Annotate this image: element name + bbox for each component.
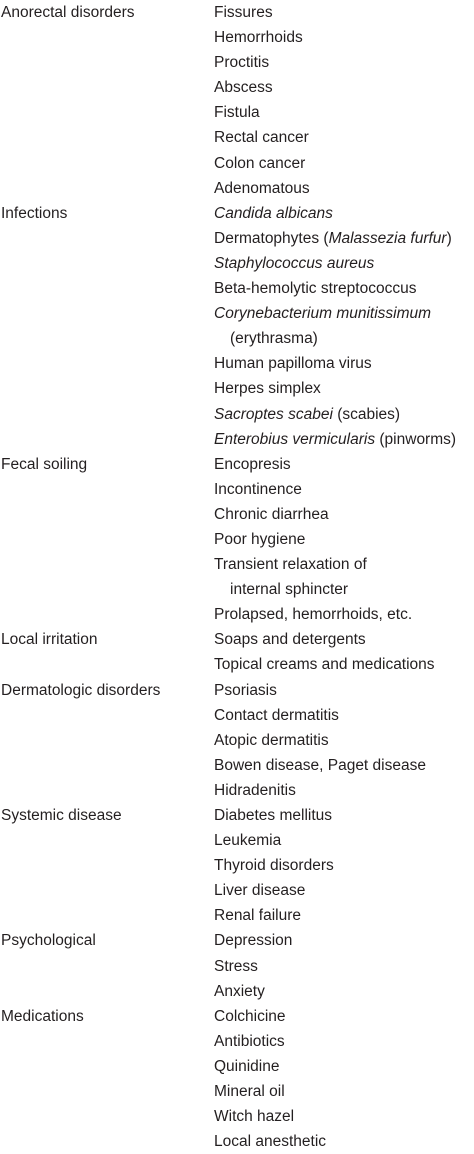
cause-list — [214, 627, 474, 677]
item-text: Diabetes mellitus — [214, 807, 333, 824]
category-label: Psychological — [1, 932, 96, 950]
list-item — [214, 1004, 474, 1029]
category-label: Local irritation — [1, 631, 98, 649]
list-item — [214, 50, 474, 75]
list-item — [214, 828, 474, 853]
category-group — [0, 627, 474, 677]
item-text: Psoriasis — [214, 681, 277, 699]
list-item — [214, 678, 474, 703]
item-text: (scabies) — [332, 405, 401, 423]
category-group — [0, 678, 474, 803]
cause-list — [214, 678, 474, 803]
item-text: Bowen disease, Paget disease — [214, 756, 426, 774]
list-item — [214, 201, 474, 226]
list-item — [214, 652, 474, 677]
category-group — [0, 452, 474, 628]
cause-list — [214, 1004, 474, 1154]
list-item — [214, 527, 474, 552]
cause-list — [214, 0, 474, 201]
item-text: Proctitis — [214, 54, 270, 72]
item-text: Local anesthetic — [214, 1133, 327, 1151]
category-label: Fecal soiling — [1, 455, 88, 473]
item-text: Witch hazel — [214, 1108, 295, 1126]
organism-name: Enterobius vermicularis — [214, 430, 376, 448]
list-item — [214, 803, 474, 828]
category-label: Medications — [1, 1007, 84, 1025]
list-item — [214, 954, 474, 979]
list-item — [214, 1104, 474, 1129]
list-item — [214, 427, 474, 452]
list-item — [214, 602, 474, 627]
item-text: ) — [446, 229, 452, 247]
organism-name: Candida albicans — [214, 204, 333, 222]
item-text: Liver disease — [214, 882, 306, 900]
cause-list — [214, 452, 474, 628]
organism-name: Malassezia furfur — [328, 229, 447, 247]
item-text: Herpes simplex — [214, 380, 321, 398]
list-item — [214, 1029, 474, 1054]
list-item — [214, 151, 474, 176]
item-text: Transient relaxation of — [214, 556, 367, 574]
list-item — [214, 502, 474, 527]
list-item — [214, 25, 474, 50]
category-label: Systemic disease — [1, 807, 122, 824]
item-text: Abscess — [214, 79, 273, 97]
item-text: Leukemia — [214, 832, 282, 850]
cause-list — [214, 201, 474, 452]
list-item — [214, 853, 474, 878]
category-group — [0, 201, 474, 452]
item-text: Human papilloma virus — [214, 355, 372, 373]
list-item — [214, 477, 474, 502]
list-item — [214, 376, 474, 401]
category-label: Infections — [1, 204, 68, 222]
list-item — [214, 1129, 474, 1154]
organism-name: Sacroptes scabei — [214, 405, 333, 423]
item-text: Beta-hemolytic streptococcus — [214, 280, 417, 298]
list-item — [214, 1054, 474, 1079]
list-item — [214, 878, 474, 903]
item-text: Atopic dermatitis — [214, 731, 329, 749]
list-item — [214, 577, 474, 602]
organism-name: Staphylococcus aureus — [214, 254, 375, 272]
list-item — [214, 778, 474, 803]
organism-name: Corynebacterium munitissimum — [214, 305, 432, 323]
category-group — [0, 803, 474, 928]
category-group — [0, 1004, 474, 1154]
list-item — [214, 703, 474, 728]
item-text: Hemorrhoids — [214, 29, 303, 47]
list-item — [214, 753, 474, 778]
item-text: Mineral oil — [214, 1083, 285, 1101]
item-text: Antibiotics — [214, 1032, 285, 1050]
item-text: Poor hygiene — [214, 530, 306, 548]
item-text: Incontinence — [214, 480, 302, 498]
list-item — [214, 627, 474, 652]
item-text: Rectal cancer — [214, 129, 309, 147]
cause-list — [214, 928, 474, 1003]
item-text: Adenomatous — [214, 179, 310, 197]
list-item — [214, 728, 474, 753]
category-group — [0, 928, 474, 1003]
list-item — [214, 979, 474, 1004]
item-text: Quinidine — [214, 1057, 280, 1075]
list-item — [214, 251, 474, 276]
list-item — [214, 1079, 474, 1104]
item-text: Hidradenitis — [214, 781, 296, 799]
item-text: Chronic diarrhea — [214, 505, 329, 523]
category-label: Anorectal disorders — [1, 4, 135, 21]
item-text: (pinworms) — [375, 430, 457, 448]
list-item — [214, 100, 474, 125]
item-text: Fistula — [214, 104, 260, 122]
item-text: Prolapsed, hemorrhoids, etc. — [214, 606, 413, 624]
item-text: Depression — [214, 932, 293, 950]
list-item — [214, 301, 474, 326]
list-item — [214, 226, 474, 251]
list-item — [214, 552, 474, 577]
item-text: Stress — [214, 957, 258, 975]
item-text: Soaps and detergents — [214, 631, 366, 649]
category-group — [0, 0, 474, 201]
category-label: Dermatologic disorders — [1, 681, 161, 699]
item-text: Thyroid disorders — [214, 857, 334, 875]
item-text: Encopresis — [214, 455, 291, 473]
list-item — [214, 351, 474, 376]
item-text: Contact dermatitis — [214, 706, 339, 724]
list-item — [214, 452, 474, 477]
list-item — [214, 75, 474, 100]
item-text: Renal failure — [214, 907, 302, 925]
item-text: Colon cancer — [214, 154, 306, 172]
item-text: internal sphincter — [230, 581, 349, 599]
list-item — [214, 928, 474, 953]
list-item — [214, 176, 474, 201]
list-item — [214, 903, 474, 928]
item-text: (erythrasma) — [230, 330, 318, 348]
list-item — [214, 125, 474, 150]
list-item — [214, 326, 474, 351]
item-text: Anxiety — [214, 982, 265, 1000]
list-item — [214, 0, 474, 25]
item-text: Topical creams and medications — [214, 656, 435, 674]
item-text: Colchicine — [214, 1007, 286, 1025]
list-item — [214, 276, 474, 301]
item-text: Dermatophytes ( — [214, 229, 329, 247]
item-text: Fissures — [214, 4, 273, 21]
list-item — [214, 402, 474, 427]
cause-list — [214, 803, 474, 928]
